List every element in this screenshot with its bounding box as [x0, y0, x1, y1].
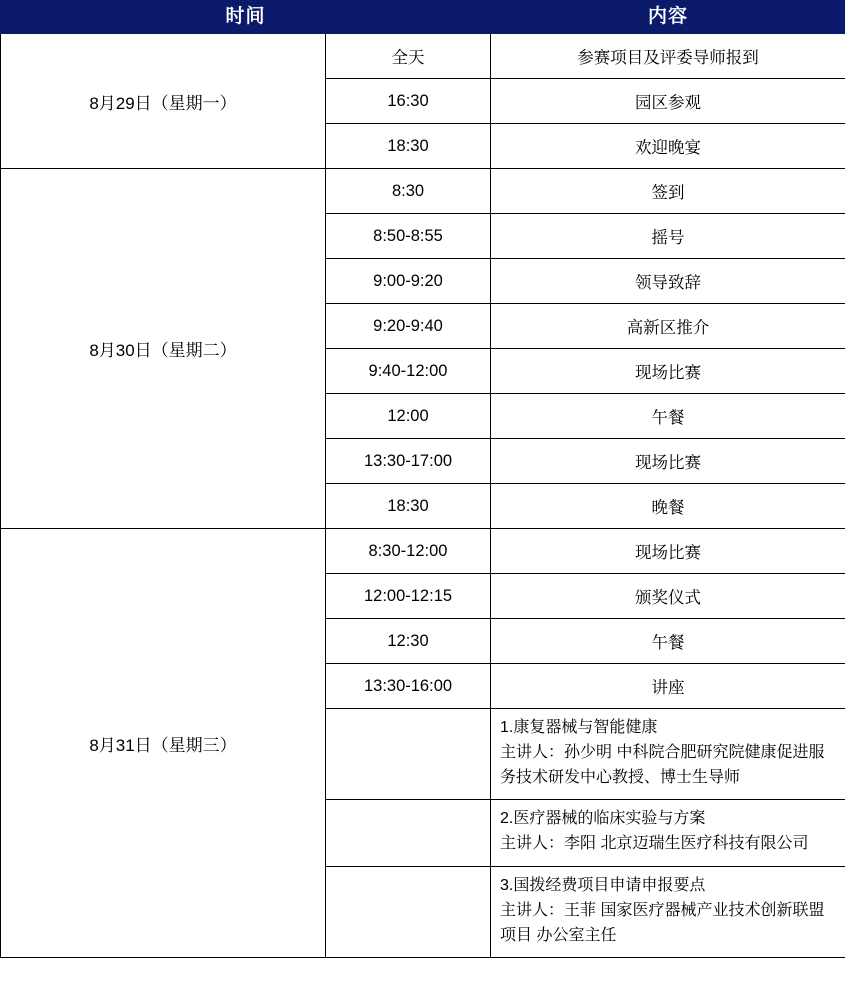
content-cell: 午餐 [491, 394, 845, 439]
content-line: 3.国拨经费项目申请申报要点 [500, 876, 706, 894]
content-cell [491, 709, 845, 800]
day-label-cell: 8月31日（星期三） [1, 529, 326, 958]
content-cell: 摇号 [491, 214, 845, 259]
content-cell: 现场比赛 [491, 439, 845, 484]
time-cell: 8:30-12:00 [326, 529, 491, 574]
content-cell: 颁奖仪式 [491, 574, 845, 619]
time-cell [326, 800, 491, 867]
time-cell: 12:00-12:15 [326, 574, 491, 619]
content-cell: 晚餐 [491, 484, 845, 529]
content-line: 1.康复器械与智能健康 [500, 719, 658, 736]
content-line: 2.医疗器械的临床实验与方案 [500, 810, 706, 828]
time-cell: 12:00 [326, 394, 491, 439]
content-cell: 现场比赛 [491, 349, 845, 394]
time-cell: 13:30-16:00 [326, 664, 491, 709]
table-row [1, 34, 845, 79]
time-cell: 16:30 [326, 79, 491, 124]
day-label-cell: 8月30日（星期二） [1, 169, 326, 529]
table-row [1, 169, 845, 214]
header-content: 内容 [491, 1, 845, 34]
time-cell: 9:20-9:40 [326, 304, 491, 349]
content-line: 主讲人：王菲 国家医疗器械产业技术创新联盟项目 办公室主任 [500, 901, 825, 944]
time-cell: 18:30 [326, 484, 491, 529]
content-line: 主讲人：孙少明 中科院合肥研究院健康促进服务技术研发中心教授、博士生导师 [500, 743, 825, 786]
time-cell: 8:50-8:55 [326, 214, 491, 259]
time-cell: 8:30 [326, 169, 491, 214]
table-body [1, 34, 845, 958]
time-cell: 全天 [326, 34, 491, 79]
content-cell: 参赛项目及评委导师报到 [491, 34, 845, 79]
table-header-row [1, 1, 845, 34]
content-cell: 高新区推介 [491, 304, 845, 349]
table-row [1, 529, 845, 574]
content-cell: 领导致辞 [491, 259, 845, 304]
content-line: 主讲人：李阳 北京迈瑞生医疗科技有限公司 [500, 835, 809, 853]
day-label-cell: 8月29日（星期一） [1, 34, 326, 169]
content-cell [491, 800, 845, 867]
table-header [1, 1, 845, 34]
content-cell [491, 866, 845, 957]
header-time: 时间 [1, 1, 491, 34]
time-cell [326, 709, 491, 800]
time-cell: 9:40-12:00 [326, 349, 491, 394]
content-cell: 园区参观 [491, 79, 845, 124]
time-cell: 9:00-9:20 [326, 259, 491, 304]
time-cell: 18:30 [326, 124, 491, 169]
time-cell [326, 866, 491, 957]
time-cell: 12:30 [326, 619, 491, 664]
content-cell: 现场比赛 [491, 529, 845, 574]
content-cell: 签到 [491, 169, 845, 214]
time-cell: 13:30-17:00 [326, 439, 491, 484]
content-cell: 欢迎晚宴 [491, 124, 845, 169]
content-cell: 午餐 [491, 619, 845, 664]
content-cell: 讲座 [491, 664, 845, 709]
